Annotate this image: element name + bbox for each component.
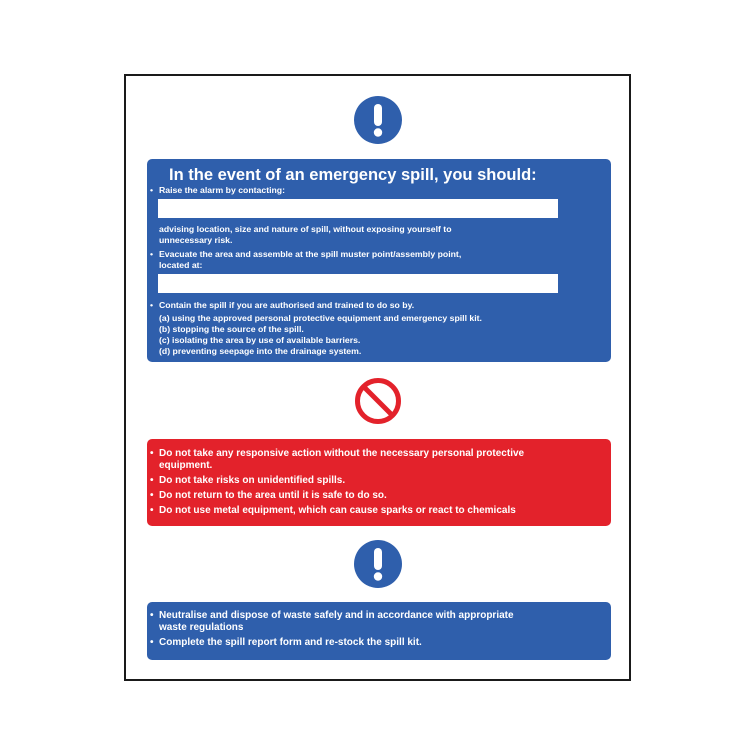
prohibited-item-3: • Do not return to the area until it is safe to do so. xyxy=(147,490,611,502)
advising-text-line-2: unnecessary risk. xyxy=(159,235,233,245)
prohibited-item-1-continuation: equipment. xyxy=(159,460,213,471)
raise-alarm-item: • Raise the alarm by contacting: xyxy=(147,185,611,196)
prohibited-item-1: • Do not take any responsive action without the necessary personal protective xyxy=(147,448,611,460)
aftercare-item-1-continuation: waste regulations xyxy=(159,622,244,633)
prohibited-item-2: • Do not take risks on unidentified spills. xyxy=(147,475,611,487)
contain-sub-c: (c) isolating the area by use of available barriers. xyxy=(159,335,361,345)
prohibited-item-1-line-2 xyxy=(147,460,611,472)
spill-procedure-sign xyxy=(124,74,631,681)
aftercare-panel xyxy=(147,602,611,660)
assembly-point-fill-in-box xyxy=(158,274,558,293)
aftercare-item-1: • Neutralise and dispose of waste safely and in accordance with appropriate xyxy=(147,610,611,622)
contain-item: • Contain the spill if you are authorised and trained to do so by. xyxy=(147,300,611,311)
emergency-heading: In the event of an emergency spill, you should: xyxy=(169,166,537,184)
advising-text-line-1: advising location, size and nature of spill, without exposing yourself to xyxy=(159,224,452,234)
evacuate-item-line-2: located at: xyxy=(159,260,203,270)
contain-sub-b: (b) stopping the source of the spill. xyxy=(159,324,304,334)
exclamation-mandatory-icon xyxy=(354,96,402,144)
contain-sub-d: (d) preventing seepage into the drainage system. xyxy=(159,346,362,356)
exclamation-mandatory-icon xyxy=(354,540,402,588)
evacuate-item: • Evacuate the area and assemble at the spill muster point/assembly point, xyxy=(147,249,611,260)
prohibited-item-4: • Do not use metal equipment, which can cause sparks or react to chemicals xyxy=(147,505,611,517)
aftercare-item-1-line-2 xyxy=(147,622,611,634)
emergency-instructions-panel xyxy=(147,159,611,362)
prohibited-actions-panel xyxy=(147,439,611,526)
contain-sub-a: (a) using the approved personal protective equipment and emergency spill kit. xyxy=(159,313,482,323)
contact-fill-in-box xyxy=(158,199,558,218)
aftercare-item-2: • Complete the spill report form and re-stock the spill kit. xyxy=(147,637,611,649)
prohibition-icon xyxy=(354,377,402,425)
